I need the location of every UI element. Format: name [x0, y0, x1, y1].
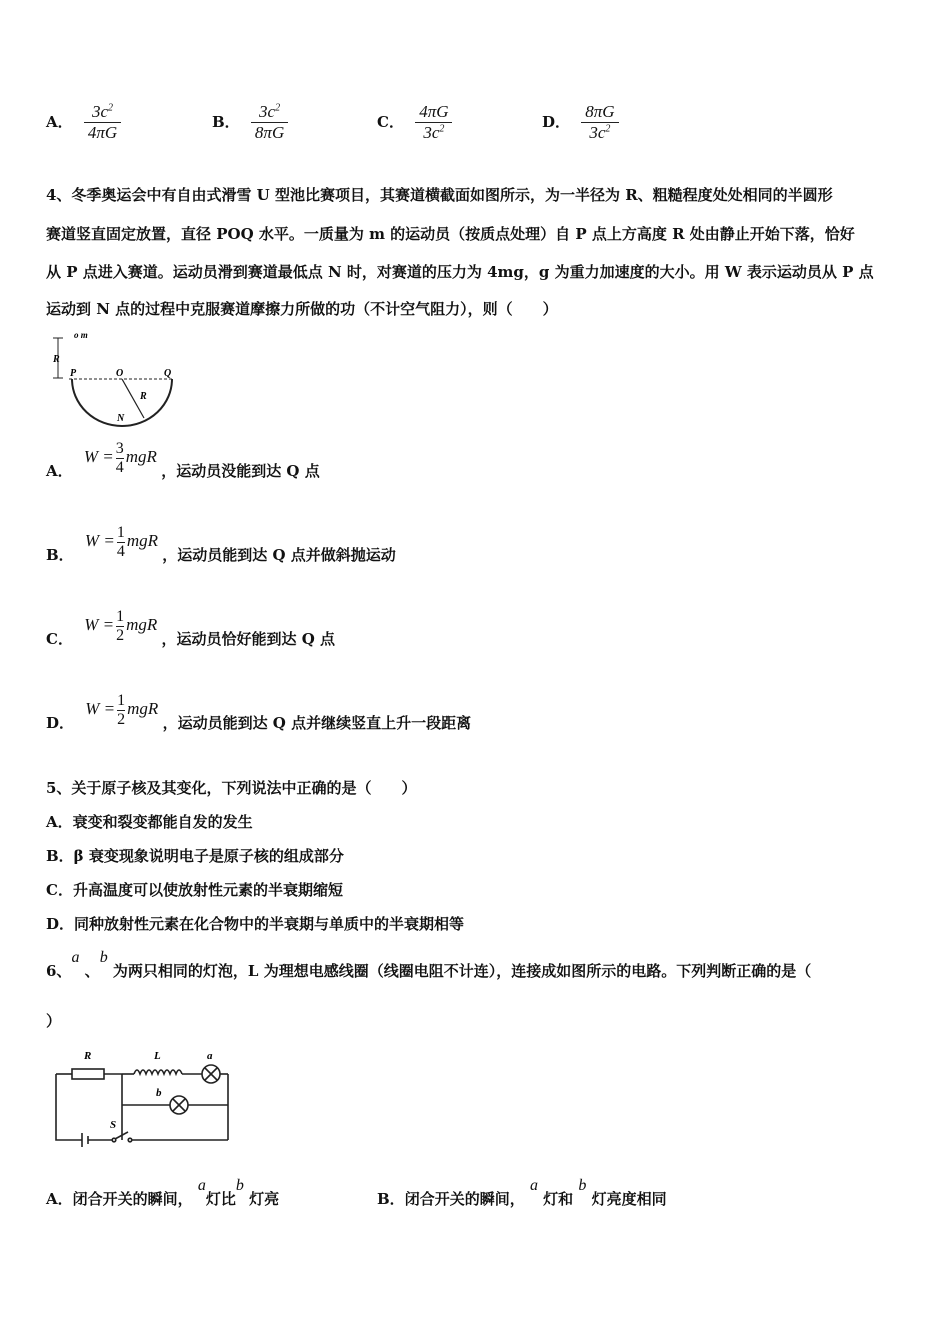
- q5-option-c: C．升高温度可以使放射性元素的半衰期缩短: [46, 881, 343, 899]
- label-P: P: [70, 368, 77, 379]
- q4-option-c-formula: W = $\frac{1}{2}$ mgR: [84, 608, 158, 644]
- q3-option-c: [377, 102, 452, 143]
- q4-stem-line-1: 4、冬季奥运会中有自由式滑雪 U 型池比赛项目，其赛道横截面如图所示，为一半径为 R、粗糙程度处处相同的半圆形: [46, 186, 833, 204]
- label-Q: Q: [164, 368, 172, 379]
- q5-stem: 5、关于原子核及其变化，下列说法中正确的是（ ）: [46, 779, 417, 797]
- q3-option-c-fraction: $\frac{4\pi G}{3c^2}$: [415, 102, 452, 143]
- circuit-label-b: b: [156, 1087, 162, 1099]
- q4-stem-line-4: 运动到 N 点的过程中克服赛道摩擦力所做的功（不计空气阻力），则（ ）: [46, 300, 558, 318]
- q4-option-d-formula: W = $\frac{1}{2}$ mgR: [85, 692, 159, 728]
- q4-option-c: C． W = $\frac{1}{2}$ mgR ，运动员恰好能到达 Q 点: [46, 608, 336, 649]
- q3-option-b-fraction: $\frac{3c^2}{8\pi G}$: [251, 102, 288, 143]
- circuit-label-R: R: [84, 1050, 92, 1062]
- q4-option-a: A． W = $\frac{3}{4}$ mgR ，运动员没能到达 Q 点: [46, 440, 320, 481]
- q4-option-b-formula: W = $\frac{1}{4}$ mgR: [84, 524, 158, 560]
- label-R-radius: R: [140, 391, 147, 402]
- label-m: o m: [74, 330, 88, 340]
- circuit-label-S: S: [110, 1119, 117, 1131]
- q3-option-d-label: D．: [542, 112, 571, 131]
- q5-option-d: D．同种放射性元素在化合物中的半衰期与单质中的半衰期相等: [46, 915, 465, 933]
- circuit-label-a: a: [207, 1050, 213, 1062]
- q4-stem-line-3: 从 P 点进入赛道。运动员滑到赛道最低点 N 时，对赛道的压力为 4mg，g 为重力加速度的大小。用 W 表示运动员从 P 点: [46, 263, 874, 281]
- q4-stem-line-2: 赛道竖直固定放置，直径 POQ 水平。一质量为 m 的运动员（按质点处理）自 P 点上方高度 R 处由静止开始下落，恰好: [46, 225, 855, 243]
- label-R-height: R: [53, 354, 60, 365]
- q3-option-a: [46, 102, 121, 143]
- q3-option-b-label: B．: [212, 112, 240, 131]
- circuit-figure: [46, 1044, 236, 1148]
- q4-option-a-formula: W = $\frac{3}{4}$ mgR: [83, 440, 157, 476]
- q4-option-b: B． W = $\frac{1}{4}$ mgR ，运动员能到达 Q 点并做斜抛运动: [46, 524, 396, 565]
- q3-option-a-fraction: $\frac{3c^2}{4\pi G}$: [84, 102, 121, 143]
- q3-option-a-label: A．: [46, 112, 73, 131]
- circuit-label-L: L: [154, 1050, 161, 1062]
- q3-option-d: [542, 102, 619, 143]
- q3-option-c-label: C．: [377, 112, 404, 131]
- q6-option-a: A．闭合开关的瞬间， a灯比b 灯亮: [46, 1177, 280, 1208]
- q3-option-d-fraction: $\frac{8\pi G}{3c^2}$: [581, 102, 618, 143]
- q6-option-b: B．闭合开关的瞬间， a 灯和 b 灯亮度相同: [377, 1177, 667, 1208]
- q6-stem-close: ）: [46, 1012, 62, 1030]
- q3-option-b: [212, 102, 288, 143]
- label-O: O: [116, 368, 124, 379]
- q4-option-d: D． W = $\frac{1}{2}$ mgR ，运动员能到达 Q 点并继续竖直上升一段距离: [46, 692, 472, 733]
- q5-option-b: B．β 衰变现象说明电子是原子核的组成部分: [46, 847, 344, 865]
- q5-option-a: A．衰变和裂变都能自发的发生: [46, 813, 253, 831]
- q6-stem: 6、a 、b 为两只相同的灯泡，L 为理想电感线圈（线圈电阻不计连），连接成如图所示的电路。下列判断正确的是（: [46, 949, 812, 980]
- label-N: N: [117, 413, 125, 424]
- half-pipe-figure: [44, 326, 184, 428]
